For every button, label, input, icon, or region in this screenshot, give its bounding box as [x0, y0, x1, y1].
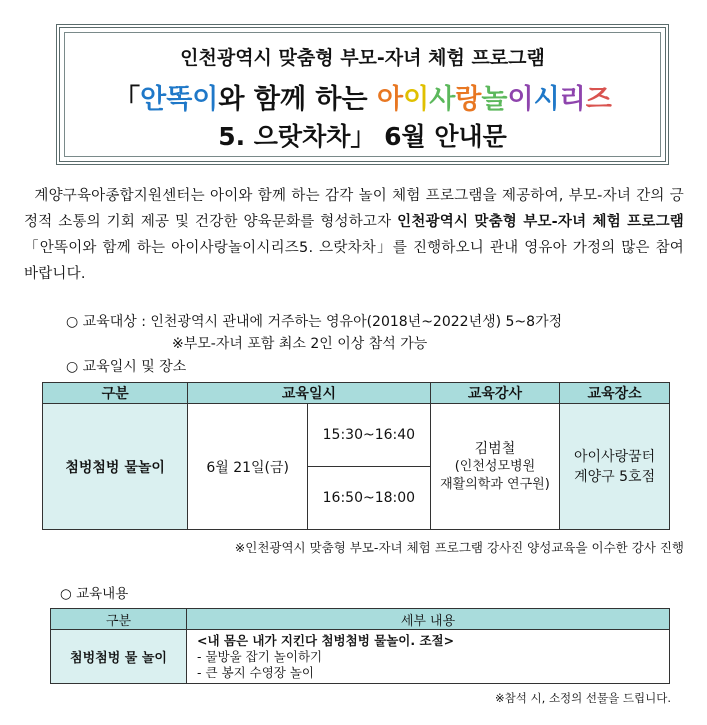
- schedule-time-1: 15:30~16:40: [308, 404, 431, 467]
- instructor-affiliation-2: 재활의학과 연구원): [440, 476, 550, 492]
- header-datetime: 교육일시: [188, 383, 430, 404]
- title-box: [56, 24, 669, 165]
- header-instructor: 교육강사: [430, 383, 560, 404]
- instructor-note: ※인천광역시 맞춤형 부모-자녀 체험 프로그램 강사진 양성교육을 이수한 강사 진행: [234, 540, 684, 555]
- content-row: [51, 630, 670, 684]
- target-note: ※부모-자녀 포함 최소 2인 이상 참석 가능: [172, 336, 428, 352]
- schedule-row: [43, 404, 670, 467]
- title-series: 놀이시리즈: [481, 84, 612, 115]
- title-bracket-open: 「: [113, 84, 141, 115]
- detail-item-2: - 큰 봉지 수영장 놀이: [197, 664, 315, 680]
- content-table: [50, 608, 670, 684]
- detail-item-1: - 물방울 잡기 놀이하기: [197, 648, 323, 664]
- title-line-3: 5. 으랏차차」 6월 안내문: [218, 122, 507, 151]
- schedule-instructor: [430, 404, 560, 530]
- intro-paragraph: [24, 183, 684, 287]
- header-category: 구분: [43, 383, 188, 404]
- schedule-time-2: 16:50~18:00: [308, 467, 431, 530]
- content-category: 첨벙첨벙 물 놀이: [51, 630, 187, 684]
- content-header-row: [51, 609, 670, 630]
- detail-title: <내 몸은 내가 지킨다 첨벙첨벙 물놀이. 조절>: [197, 632, 455, 648]
- title-aisarang: 아이사랑: [377, 84, 482, 115]
- schedule-table: [42, 382, 670, 530]
- title-line-2: [65, 77, 660, 116]
- place-line-2: 계양구 5호점: [574, 468, 656, 485]
- title-inner-border: [64, 32, 661, 157]
- content-header-detail: 세부 내용: [187, 609, 670, 630]
- place-line-1: 아이사랑꿈터: [574, 448, 656, 465]
- content-header-category: 구분: [51, 609, 187, 630]
- gift-note: ※참석 시, 소정의 선물을 드립니다.: [495, 691, 671, 705]
- title-with: 와 함께 하는: [218, 84, 378, 115]
- content-heading: ○ 교육내용: [60, 586, 129, 602]
- instructor-name: 김범철: [474, 440, 516, 457]
- schedule-heading: ○ 교육일시 및 장소: [66, 359, 187, 375]
- instructor-affiliation-1: (인천성모병원: [454, 458, 536, 474]
- schedule-header-row: [43, 383, 670, 404]
- header-place: 교육장소: [560, 383, 670, 404]
- target-line: ○ 교육대상 : 인천광역시 관내에 거주하는 영유아(2018년~2022년생) 5~8가정: [66, 314, 563, 330]
- title-line-1: 인천광역시 맞춤형 부모-자녀 체험 프로그램: [180, 47, 545, 69]
- schedule-place: [560, 404, 670, 530]
- schedule-date: 6월 21일(금): [188, 404, 308, 530]
- intro-part-1: 계양구육아종합지원센터는 아이와 함께 하는 감각 놀이 체험 프로그램을 제공하여, 부모-자녀 간의 긍정적 소통의 기회 제공 및 건강한 양육문화를 형성하고자: [24, 188, 684, 230]
- title-andokyi: 안똑이: [140, 84, 219, 115]
- schedule-category: 첨벙첨벙 물놀이: [43, 404, 188, 530]
- intro-part-2: 「안똑이와 함께 하는 아이사랑놀이시리즈5. 으랏차차」를 진행하오니 관내 영유아 가정의 많은 참여 바랍니다.: [24, 240, 684, 282]
- content-detail: [187, 630, 670, 684]
- intro-bold: 인천광역시 맞춤형 부모-자녀 체험 프로그램: [397, 214, 685, 230]
